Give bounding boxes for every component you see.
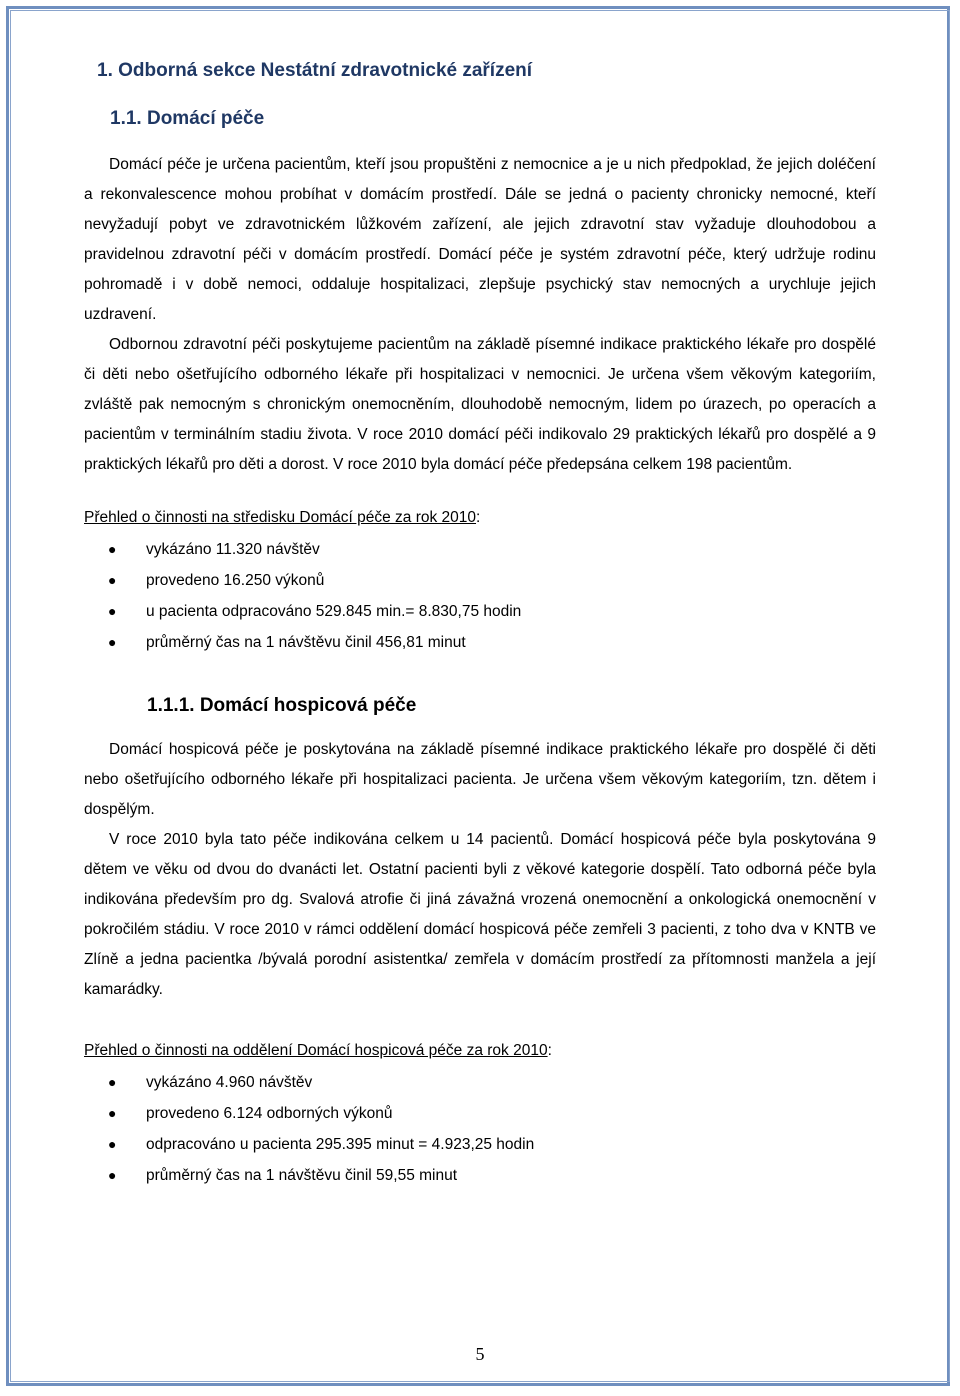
bullet-icon: ● — [108, 541, 117, 557]
list-item-text: průměrný čas na 1 návštěvu činil 59,55 minut — [146, 1167, 458, 1184]
bullet-icon: ● — [108, 572, 117, 588]
list-item-text: vykázáno 4.960 návštěv — [146, 1074, 313, 1091]
list-item — [84, 627, 876, 658]
overview-title-domaci-pece — [84, 503, 876, 533]
overview-colon: : — [547, 1042, 552, 1059]
overview-title-text: Přehled o činnosti na oddělení Domácí hospicová péče za rok 2010 — [84, 1042, 548, 1059]
paragraph-domaci-pece-indikace: Odbornou zdravotní péči poskytujeme pacientům na základě písemné indikace praktického lékaře pro dospělé či děti nebo ošetřujícího odborného lékaře při hospitalizaci v nemocnici. Je určena všem věkovým kategoriím, zvláště pak nemocným s chronickým onemocněním, dlouhodobě nemocným, lidem po úrazech, po operacích a pacientům v terminálním stadiu života. V roce 2010 domácí péči indikovalo 29 praktických lékařů pro dospělé a 9 praktických lékařů pro děti a dorost. V roce 2010 byla domácí péče předepsána celkem 198 pacientům. — [84, 336, 876, 473]
list-item-text: provedeno 16.250 výkonů — [146, 572, 325, 589]
paragraph-domaci-pece-intro: Domácí péče je určena pacientům, kteří jsou propuštěni z nemocnice a je u nich předpoklad, že jejich doléčení a rekonvalescence mohou probíhat v domácím prostředí. Dále se jedná o pacienty chronicky nemocné, kteří nevyžadují pobyt ve zdravotnickém lůžkovém zařízení, ale jejich zdravotní stav vyžaduje dlouhodobou a pravidelnou zdravotní péči v domácím prostředí. Domácí péče je systém zdravotní péče, který udržuje rodinu pohromadě i v době nemoci, oddaluje hospitalizaci, zlepšuje psychický stav nemocných a urychluje jejich uzdravení. — [84, 156, 876, 323]
heading-odborna-sekce: 1. Odborná sekce Nestátní zdravotnické zařízení — [97, 60, 533, 81]
document-body — [84, 56, 876, 1191]
list-item — [84, 1160, 876, 1191]
paragraph-hospicova-intro: Domácí hospicová péče je poskytována na základě písemné indikace praktického lékaře pro dospělé či děti nebo ošetřujícího odborného lékaře při hospitalizaci pacienta. Je určena všem věkovým kategoriím, tzn. dětem i dospělým. — [84, 741, 876, 818]
paragraph-hospicova-2010: V roce 2010 byla tato péče indikována celkem u 14 pacientů. Domácí hospicová péče byla poskytována 9 dětem ve věku od dvou do dvanácti let. Ostatní pacienti byli z věkové kategorie dospělí. Tato odborná péče byla indikována především pro dg. Svalová atrofie či jiná závažná vrozená onemocnění a onkologická onemocnění v pokročilém stádiu. V roce 2010 v rámci oddělení domácí hospicová péče zemřeli 3 pacienti, z toho dva v KNTB ve Zlíně a jedna pacientka /bývalá porodní asistentka/ zemřela v domácím prostředí za přítomnosti manžela a její kamarádky. — [84, 831, 876, 998]
stats-list-domaci-pece — [84, 534, 876, 658]
bullet-icon: ● — [108, 634, 117, 650]
page-number: 5 — [475, 1344, 485, 1364]
list-item-text: odpracováno u pacienta 295.395 minut = 4.923,25 hodin — [146, 1136, 535, 1153]
bullet-icon: ● — [108, 603, 117, 619]
bullet-icon: ● — [108, 1136, 117, 1152]
list-item-text: u pacienta odpracováno 529.845 min.= 8.830,75 hodin — [146, 603, 522, 620]
bullet-icon: ● — [108, 1167, 117, 1183]
list-item-text: provedeno 6.124 odborných výkonů — [146, 1105, 393, 1122]
list-item — [84, 565, 876, 596]
list-item — [84, 1067, 876, 1098]
stats-list-hospicova — [84, 1067, 876, 1191]
list-item-text: průměrný čas na 1 návštěvu činil 456,81 minut — [146, 634, 466, 651]
overview-title-text: Přehled o činnosti na středisku Domácí péče za rok 2010 — [84, 509, 477, 526]
overview-colon: : — [476, 509, 481, 526]
heading-domaci-pece: 1.1. Domácí péče — [110, 108, 265, 129]
list-item-text: vykázáno 11.320 návštěv — [146, 541, 320, 558]
list-item — [84, 1098, 876, 1129]
overview-title-hospicova — [84, 1036, 876, 1066]
bullet-icon: ● — [108, 1105, 117, 1121]
list-item — [84, 596, 876, 627]
bullet-icon: ● — [108, 1074, 117, 1090]
list-item — [84, 1129, 876, 1160]
heading-domaci-hospicova-pece: 1.1.1. Domácí hospicová péče — [147, 695, 417, 716]
list-item — [84, 534, 876, 565]
